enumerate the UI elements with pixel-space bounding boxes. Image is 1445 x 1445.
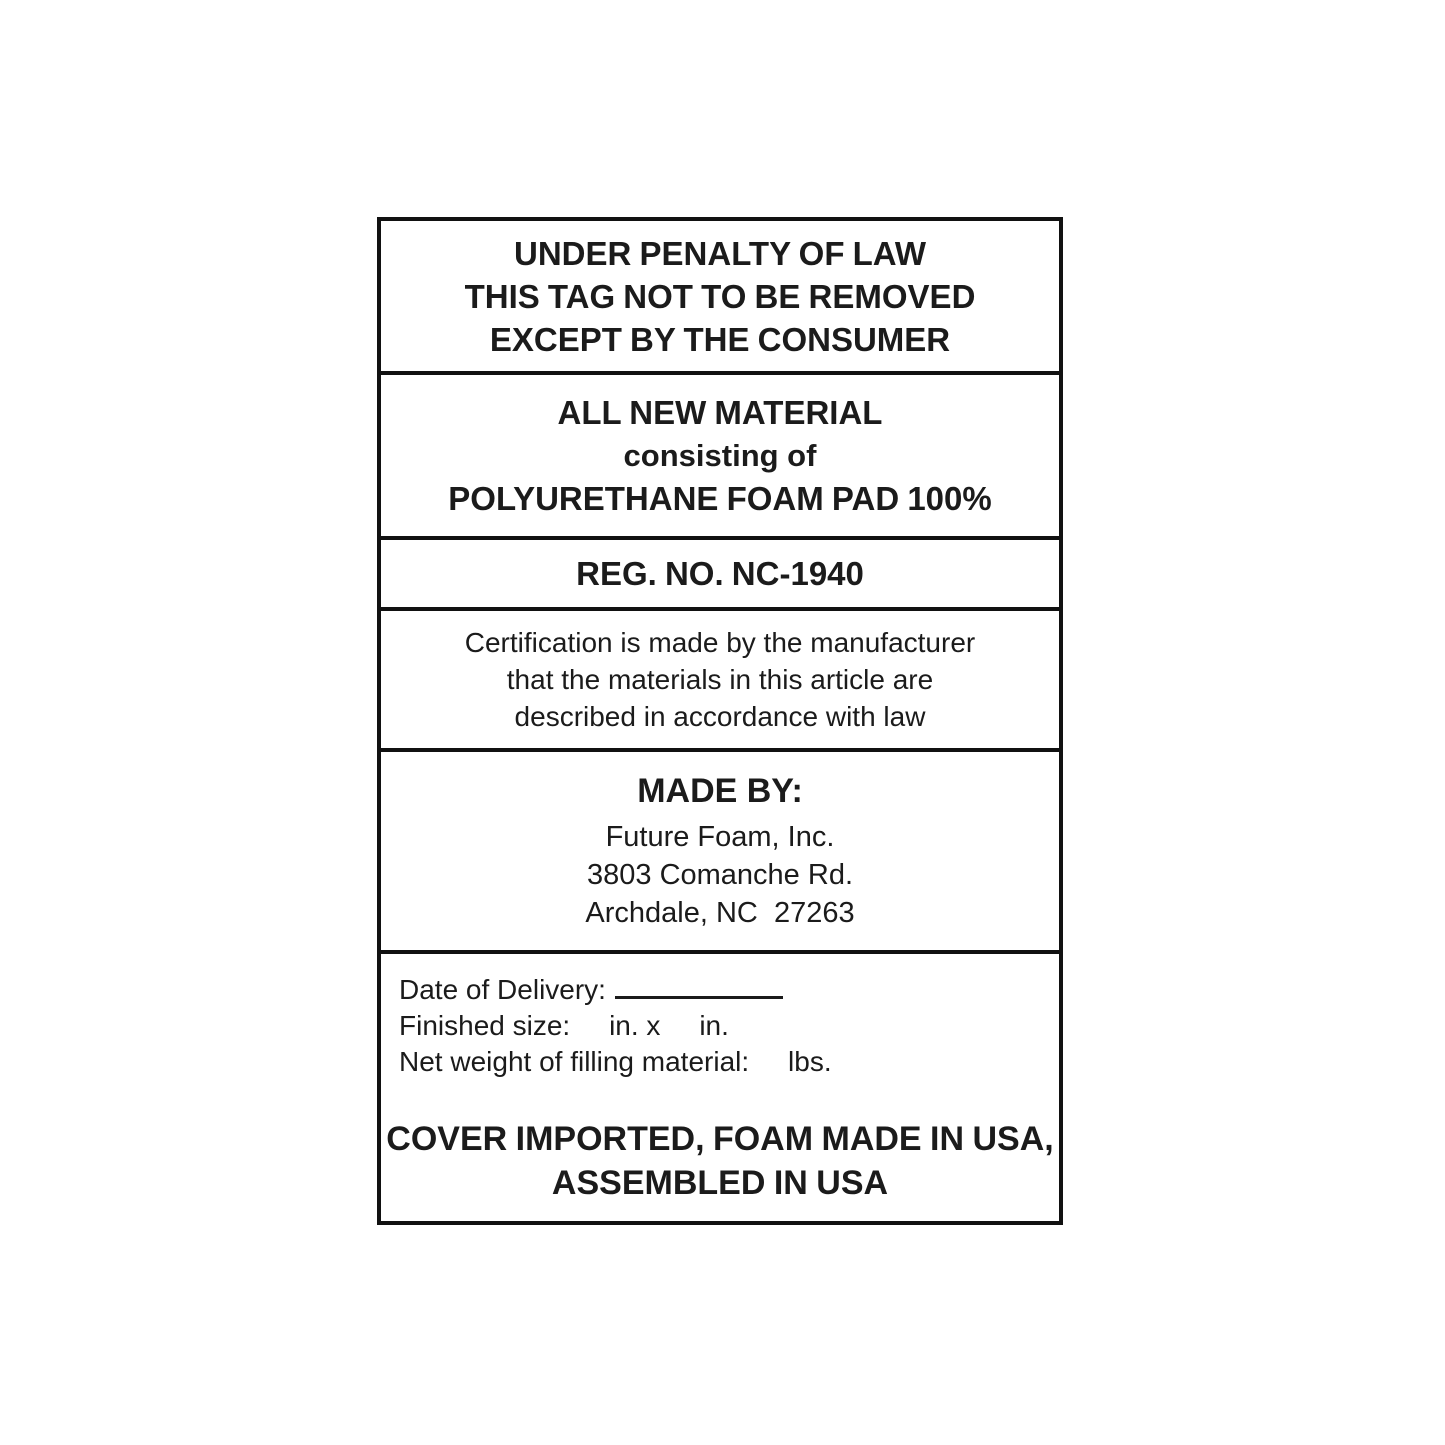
penalty-line-2: THIS TAG NOT TO BE REMOVED <box>464 277 976 315</box>
penalty-line-3: EXCEPT BY THE CONSUMER <box>489 320 951 358</box>
manufacturer-section <box>381 752 1059 954</box>
registration-number: REG. NO. NC-1940 <box>576 555 864 592</box>
manufacturer-street: 3803 Comanche Rd. <box>587 859 853 891</box>
origin-line-2: ASSEMBLED IN USA <box>551 1164 889 1202</box>
material-line-1: ALL NEW MATERIAL <box>557 394 883 431</box>
law-tag-label <box>377 217 1063 1225</box>
material-line-3: POLYURETHANE FOAM PAD 100% <box>448 480 992 517</box>
manufacturer-company: Future Foam, Inc. <box>605 821 835 853</box>
date-of-delivery-line <box>399 972 1059 1008</box>
date-of-delivery-label: Date of Delivery: <box>399 974 606 1005</box>
penalty-warning-section <box>381 221 1059 375</box>
manufacturer-city-state-zip: Archdale, NC 27263 <box>585 897 855 929</box>
origin-line-1: COVER IMPORTED, FOAM MADE IN USA, <box>386 1120 1054 1158</box>
net-weight-line: Net weight of filling material: lbs. <box>399 1046 832 1077</box>
origin-statement-block <box>381 1117 1059 1221</box>
registration-number-section <box>381 540 1059 611</box>
date-of-delivery-blank-line <box>615 996 783 999</box>
delivery-and-origin-section <box>381 954 1059 1221</box>
certification-line-3: described in accordance with law <box>514 701 926 732</box>
penalty-line-1: UNDER PENALTY OF LAW <box>514 234 926 272</box>
material-contents-section <box>381 375 1059 540</box>
certification-section <box>381 611 1059 752</box>
finished-size-line: Finished size: in. x in. <box>399 1010 729 1041</box>
delivery-details-block <box>381 954 1059 1080</box>
made-by-heading: MADE BY: <box>637 772 803 810</box>
material-line-2: consisting of <box>623 438 817 473</box>
certification-line-2: that the materials in this article are <box>506 664 934 695</box>
certification-line-1: Certification is made by the manufacturer <box>464 627 976 658</box>
